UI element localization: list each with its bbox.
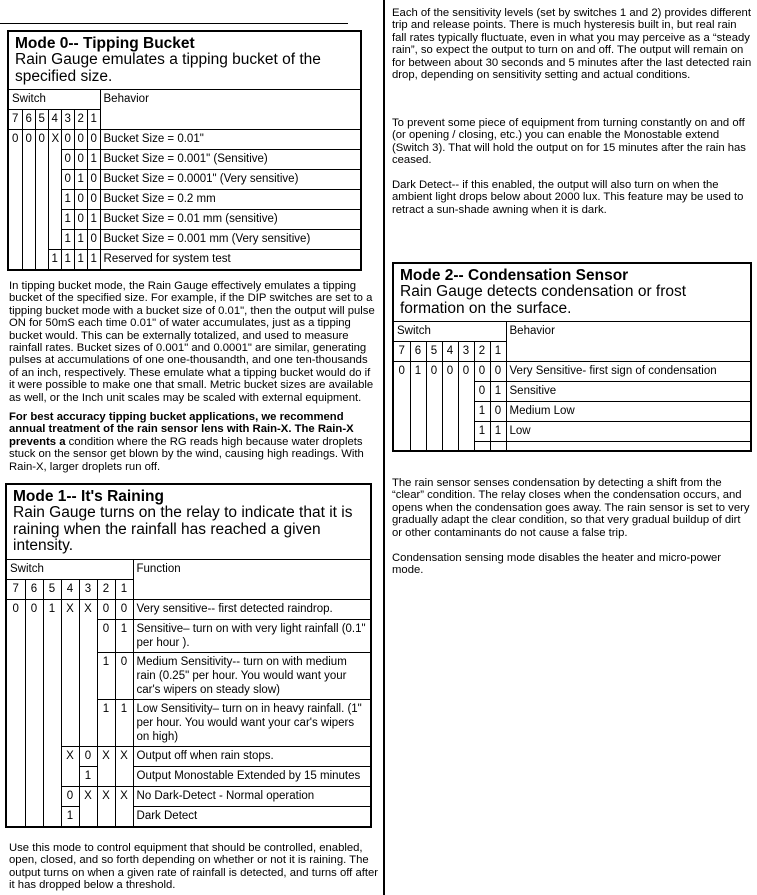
switch-number: 5 <box>35 110 48 130</box>
switch-cell: X <box>97 746 115 786</box>
function-cell: Output Monostable Extended by 15 minutes <box>133 766 370 786</box>
switch-number: 3 <box>61 110 74 130</box>
condensation-paragraph: The rain sensor senses condensation by detecting a shift from the “clear” condition. The relay closes when the condensation occurs, and opens when the condensation goes away. The rain sensor is set to very gradually adapt the clear condition, so that very gradual buildup of dirt or other contaminants do not cause a false trip. <box>392 477 750 539</box>
switch-cell: 1 <box>115 699 133 746</box>
rainx-note <box>9 411 377 473</box>
switch-cell: 0 <box>22 130 35 270</box>
switch-number: 4 <box>61 579 79 599</box>
switch-number: 4 <box>48 110 61 130</box>
switch-cell: 1 <box>97 699 115 746</box>
switch-cell: 0 <box>79 746 97 766</box>
switch-cell: 1 <box>61 250 74 270</box>
switch-number: 5 <box>426 342 442 362</box>
switch-number: 2 <box>74 110 87 130</box>
switch-cell: 0 <box>87 190 100 210</box>
switch-cell: 1 <box>490 382 506 402</box>
switch-cell: 1 <box>410 362 426 451</box>
function-cell: Sensitive– turn on with very light rainfall (0.1" per hour ). <box>133 619 370 652</box>
behavior-cell: Medium Low <box>506 402 750 422</box>
behavior-cell: Bucket Size = 0.01 mm (sensitive) <box>100 210 360 230</box>
switch-cell: 0 <box>474 382 490 402</box>
rainx-note-rest: condition where the RG reads high because water droplets stuck on the sensor get blown by the wind, causing high readings. With Rain-X, larger droplets run off. <box>9 435 364 473</box>
mode1-title-block <box>7 485 370 560</box>
switch-number: 2 <box>474 342 490 362</box>
behavior-cell <box>506 442 750 451</box>
switch-cell: 1 <box>74 250 87 270</box>
switch-cell: 0 <box>97 599 115 619</box>
switch-cell: 1 <box>43 599 61 826</box>
rainx-note-bold: For best accuracy tipping bucket applications, we recommend annual treatment of the rain sensor lens with Rain-X. The Rain-X prevents a <box>9 411 354 448</box>
switch-cell: X <box>79 786 97 826</box>
table-row <box>7 806 370 826</box>
switch-cell: X <box>61 746 79 786</box>
switch-cell: 1 <box>474 422 490 442</box>
switch-number: 5 <box>43 579 61 599</box>
switch-number: 4 <box>442 342 458 362</box>
switch-cell: 0 <box>87 130 100 150</box>
table-row <box>9 210 360 230</box>
mode0-description: In tipping bucket mode, the Rain Gauge effectively emulates a tipping bucket of the specified size. For example, if the DIP switches are set to a tipping bucket mode with a bucket size of 0.01", then the output will pulse ON for 50mS each time 0.01" of water accumulates, just as a tipping bucket would. This can be externally totalized, and used to measure rainfall rates. Bucket sizes of 0.001" and 0.0001" are similar, generating pulses at accumulations of one one-thousandth, and one ten-thousands of an inch, respectively. These emulate what a tipping bucket would do if it were possible to make one that small. Metric bucket sizes are available as well, or the Inch unit scales may be scaled with external equipment. <box>9 280 375 404</box>
switch-cell: 0 <box>74 150 87 170</box>
mode2-table <box>392 262 752 452</box>
behavior-cell: Bucket Size = 0.0001" (Very sensitive) <box>100 170 360 190</box>
switch-cell: 0 <box>7 599 25 826</box>
behavior-header: Behavior <box>100 90 360 130</box>
switch-cell: 0 <box>426 362 442 451</box>
mode0-switch-grid <box>9 90 360 269</box>
switch-cell: 0 <box>97 619 115 652</box>
mode1-subtitle: Rain Gauge turns on the relay to indicate that it is raining when the rainfall has reached a given intensity. <box>13 504 353 554</box>
switch-cell: 0 <box>61 130 74 150</box>
table-row <box>9 250 360 270</box>
condensation-mode-note: Condensation sensing mode disables the heater and micro-power mode. <box>392 552 722 577</box>
function-cell: Medium Sensitivity-- turn on with medium rain (0.25" per hour. You would want your car's wipers on steady slow) <box>133 652 370 699</box>
table-row <box>9 230 360 250</box>
switch-number: 6 <box>25 579 43 599</box>
function-cell: Very sensitive-- first detected raindrop. <box>133 599 370 619</box>
switch-number: 7 <box>7 579 25 599</box>
behavior-cell: Bucket Size = 0.001 mm (Very sensitive) <box>100 230 360 250</box>
switch-cell: 0 <box>61 786 79 806</box>
switch-cell: 0 <box>115 599 133 619</box>
table-row <box>394 362 750 382</box>
mode2-subtitle: Rain Gauge detects condensation or frost formation on the surface. <box>400 283 687 317</box>
switch-cell: 1 <box>87 250 100 270</box>
switch-cell: 1 <box>74 170 87 190</box>
switch-cell: 0 <box>474 362 490 382</box>
sensitivity-paragraph: Each of the sensitivity levels (set by switches 1 and 2) provides different trip and release points. There is much hysteresis built in, but real rain fall rates typically fluctuate, even in what you may perceive as a “steady rain”, so expect the output to turn on and off. The output will remain on for between about 30 seconds and 5 minutes after the last detected rain drop, depending on sensitivity setting and actual conditions. <box>392 7 752 82</box>
behavior-cell: Bucket Size = 0.001" (Sensitive) <box>100 150 360 170</box>
function-cell: Dark Detect <box>133 806 370 826</box>
switch-cell: X <box>115 786 133 826</box>
behavior-cell: Bucket Size = 0.2 mm <box>100 190 360 210</box>
switch-cell: X <box>61 599 79 746</box>
table-row <box>9 170 360 190</box>
switch-cell: 0 <box>61 150 74 170</box>
switch-header: Switch <box>7 560 133 580</box>
switch-cell: 1 <box>79 766 97 786</box>
switch-cell: X <box>79 599 97 746</box>
function-cell: Low Sensitivity– turn on in heavy rainfall. (1" per hour. You would want your car's wipers on high) <box>133 699 370 746</box>
switch-number: 7 <box>9 110 22 130</box>
switch-cell <box>474 442 490 451</box>
switch-cell: 0 <box>87 170 100 190</box>
switch-cell: 0 <box>61 170 74 190</box>
switch-cell: 0 <box>74 210 87 230</box>
function-cell: Output off when rain stops. <box>133 746 370 766</box>
mode0-title-block <box>9 32 360 90</box>
table-row <box>7 746 370 766</box>
behavior-cell: Bucket Size = 0.01" <box>100 130 360 150</box>
switch-number: 6 <box>410 342 426 362</box>
function-header: Function <box>133 560 370 600</box>
behavior-cell: Very Sensitive- first sign of condensation <box>506 362 750 382</box>
switch-number: 1 <box>87 110 100 130</box>
switch-header: Switch <box>9 90 100 110</box>
switch-cell: 1 <box>474 402 490 422</box>
switch-cell: 1 <box>61 230 74 250</box>
switch-cell: 0 <box>490 402 506 422</box>
switch-cell: X <box>48 130 61 250</box>
behavior-cell: Low <box>506 422 750 442</box>
mode0-subtitle: Rain Gauge emulates a tipping bucket of the specified size. <box>15 51 321 85</box>
switch-cell: 0 <box>9 130 22 270</box>
switch-cell: 1 <box>74 230 87 250</box>
switch-number: 7 <box>394 342 410 362</box>
switch-cell: X <box>115 746 133 786</box>
monostable-paragraph: To prevent some piece of equipment from turning constantly on and off (or opening / closing, etc.) you can enable the Monostable extend (Switch 3). That will hold the output on for 15 minutes after the rain has ceased. <box>392 117 746 167</box>
mode2-title: Mode 2-- Condensation Sensor <box>400 267 629 284</box>
switch-cell <box>490 442 506 451</box>
table-row <box>9 190 360 210</box>
mode1-title: Mode 1-- It's Raining <box>13 488 164 505</box>
table-row <box>9 150 360 170</box>
switch-cell: X <box>97 786 115 826</box>
behavior-header: Behavior <box>506 322 750 362</box>
column-divider <box>383 0 385 895</box>
switch-cell: 0 <box>115 652 133 699</box>
switch-number: 1 <box>115 579 133 599</box>
switch-number: 3 <box>458 342 474 362</box>
mode0-table <box>7 30 362 271</box>
top-rule <box>0 23 348 24</box>
mode0-title: Mode 0-- Tipping Bucket <box>15 35 195 52</box>
switch-cell: 0 <box>442 362 458 451</box>
switch-cell: 1 <box>87 150 100 170</box>
switch-cell: 1 <box>61 210 74 230</box>
mode2-title-block <box>394 264 750 322</box>
switch-cell: 1 <box>61 190 74 210</box>
switch-cell: 0 <box>490 362 506 382</box>
table-row <box>9 130 360 150</box>
function-cell: No Dark-Detect - Normal operation <box>133 786 370 806</box>
switch-cell: 0 <box>458 362 474 451</box>
switch-number: 1 <box>490 342 506 362</box>
behavior-cell: Reserved for system test <box>100 250 360 270</box>
switch-cell: 0 <box>74 190 87 210</box>
switch-number: 3 <box>79 579 97 599</box>
switch-cell: 1 <box>97 652 115 699</box>
switch-number: 2 <box>97 579 115 599</box>
switch-cell: 0 <box>35 130 48 270</box>
switch-cell: 1 <box>490 422 506 442</box>
switch-header: Switch <box>394 322 506 342</box>
switch-number: 6 <box>22 110 35 130</box>
switch-cell: 0 <box>87 230 100 250</box>
behavior-cell: Sensitive <box>506 382 750 402</box>
switch-cell: 1 <box>87 210 100 230</box>
mode1-switch-grid <box>7 560 370 826</box>
mode1-table <box>5 483 372 828</box>
switch-cell: 0 <box>394 362 410 451</box>
table-row <box>7 786 370 806</box>
mode2-switch-grid <box>394 322 750 450</box>
switch-cell: 0 <box>74 130 87 150</box>
mode1-description: Use this mode to control equipment that should be controlled, enabled, open, closed, and so forth depending on whether or not it is raining. The output turns on when a given rate of rainfall is detected, and turns off after it has dropped below a threshold. <box>9 842 379 892</box>
table-row <box>7 599 370 619</box>
switch-cell: 1 <box>61 806 79 826</box>
switch-cell: 1 <box>48 250 61 270</box>
switch-cell: 1 <box>115 619 133 652</box>
switch-cell: 0 <box>25 599 43 826</box>
dark-detect-paragraph: Dark Detect-- if this enabled, the output will also turn on when the ambient light drops below about 2000 lux. This feature may be used to retract a sun-shade awning when it is dark. <box>392 179 744 216</box>
